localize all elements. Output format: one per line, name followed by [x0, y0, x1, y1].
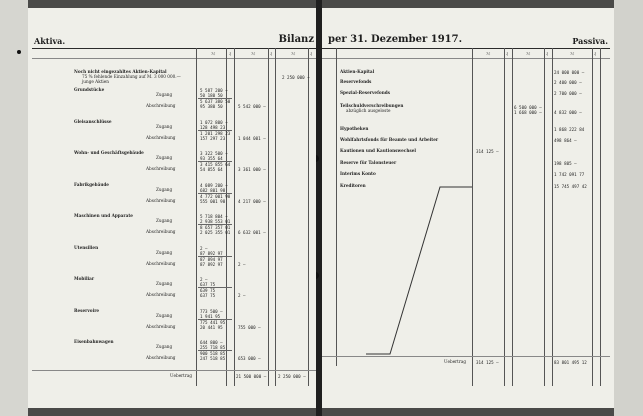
- abschreibung-value: 2 025 355 01: [200, 230, 231, 235]
- uebertrag-value: 83 801 495 12: [554, 360, 587, 365]
- entry-label: Reservoire: [74, 307, 100, 313]
- abschreibung-value: 247 518 85: [200, 356, 226, 361]
- zugang-label: Zugang: [156, 92, 173, 97]
- entry-value: 2 400 000 —: [554, 80, 582, 85]
- uebertrag-value: 2 250 000 —: [278, 374, 306, 379]
- abschreibung-label: Abschreibung: [146, 134, 176, 140]
- bond-drawn-value: 1 668 000 —: [514, 110, 542, 115]
- intro-value: 2 250 000 —: [282, 75, 310, 80]
- uebertrag-value: 314 125 —: [476, 360, 499, 365]
- entry-value: 198 805 —: [554, 161, 577, 166]
- zugang-label: Zugang: [156, 312, 173, 318]
- abschreibung-label: Abschreibung: [146, 323, 176, 329]
- binding-hole: [17, 50, 21, 54]
- sum-value: 8 657 357 01: [200, 225, 231, 230]
- column-rule: [234, 48, 235, 386]
- column-mark: ₰: [546, 51, 548, 56]
- abschreibung-value: 637 75: [200, 293, 216, 298]
- net-value: 3 361 000 —: [238, 167, 266, 172]
- sum-value: 775 441 95: [200, 319, 226, 325]
- entry-label: Teilschuldverschreibungen: [340, 103, 404, 108]
- entry-value: 1 742 091 77: [554, 172, 585, 177]
- sum-value: 5 637 380 50: [200, 99, 231, 104]
- column-mark: ₰: [506, 51, 508, 56]
- entry-label: Wohlfahrtsfonds für Beamte und Arbeiter: [340, 137, 439, 142]
- column-mark: ₰: [229, 51, 231, 56]
- right-page-edge: [614, 0, 643, 416]
- entry-label: Interims Konto: [340, 171, 376, 176]
- entry-label: Wohn- und Geschäftsgebäude: [74, 150, 144, 155]
- abschreibung-label: Abschreibung: [146, 103, 176, 108]
- sum-value: 4 772 001 98: [200, 193, 231, 199]
- entry-label: Reservefonds: [340, 79, 372, 84]
- entry-label: Utensilien: [74, 244, 99, 250]
- net-value: 6 632 001 —: [238, 230, 266, 235]
- zugang-value: 637 75: [200, 282, 216, 287]
- passiva-page: [322, 8, 614, 408]
- zugang-value: 87 892 97: [200, 250, 223, 256]
- zugang-label: Zugang: [156, 155, 173, 160]
- sum-value: 900 518 85: [200, 351, 226, 356]
- entry-start-value: 2 —: [200, 277, 208, 282]
- footer-rule: [32, 370, 316, 371]
- column-mark: ℳ: [526, 51, 531, 56]
- entry-sublabel: abzüglich ausgeloste: [346, 108, 391, 113]
- entry-start-value: 2 —: [200, 245, 208, 251]
- subheader-rule: [32, 58, 316, 59]
- abschreibung-value: 87 892 97: [200, 261, 223, 267]
- zugang-label: Zugang: [156, 186, 173, 192]
- entry-value: 1 868 222 84: [554, 127, 585, 132]
- cancellation-stroke: [322, 8, 614, 408]
- intro-line: 75 % fehlende Einzahlung auf M. 3 000 000.—: [82, 74, 181, 79]
- entry-value: 2 700 000 —: [554, 91, 582, 96]
- abschreibung-label: Abschreibung: [146, 197, 176, 203]
- date-header: per 31. Dezember 1917.: [328, 34, 463, 45]
- entry-label: Fabrikgebäude: [74, 181, 109, 187]
- entry-label: Kreditoren: [340, 183, 366, 188]
- entry-value: 15 745 497 42: [554, 184, 587, 189]
- aktiva-page: [28, 8, 316, 408]
- left-page-edge: [0, 0, 28, 416]
- entry-label: Reserve für Talonsteuer: [340, 160, 397, 165]
- zugang-value: 255 718 85: [200, 345, 226, 350]
- sum-value: 1 201 298 23: [200, 130, 231, 136]
- zugang-label: Zugang: [156, 344, 173, 349]
- uebertrag-label: Uebertrag: [444, 359, 467, 364]
- zugang-value: 128 498 23: [200, 124, 226, 130]
- column-mark: ℳ: [211, 51, 216, 56]
- sum-value: 3 415 855 64: [200, 162, 231, 167]
- column-rule: [268, 48, 269, 386]
- zugang-label: Zugang: [156, 249, 173, 255]
- column-rule: [275, 48, 276, 386]
- column-mark: ₰: [270, 51, 272, 56]
- abschreibung-label: Abschreibung: [146, 229, 176, 234]
- entry-label: Kautionen und Kautionswechsel: [340, 148, 416, 153]
- sum-value: 639 75: [200, 288, 216, 293]
- entry-label: Gleisanschlüsse: [74, 118, 112, 124]
- zugang-label: Zugang: [156, 281, 173, 286]
- aktiva-header: Aktiva.: [34, 36, 66, 46]
- zugang-value: 1 941 95: [200, 313, 221, 319]
- abschreibung-value: 157 297 23: [200, 135, 226, 141]
- entry-start-value: 1 072 800 —: [200, 119, 228, 125]
- net-value: 5 542 000 —: [238, 104, 266, 109]
- abschreibung-value: 95 380 50: [200, 104, 223, 109]
- entry-label: Grundstücke: [74, 87, 105, 92]
- bilanz-header: Bilanz: [278, 34, 314, 45]
- column-mark: ₰: [310, 51, 312, 56]
- entry-start-value: 5 718 804 —: [200, 214, 228, 219]
- zugang-value: 2 938 553 01: [200, 219, 231, 224]
- entry-value: 4 832 000 —: [554, 110, 582, 115]
- entry-label: Mobiliar: [74, 276, 95, 281]
- column-rule: [308, 48, 309, 386]
- zugang-value: 50 180 50: [200, 93, 223, 98]
- entry-start-value: 773 500 —: [200, 308, 223, 314]
- entry-start-value: 4 089 200 —: [200, 182, 228, 188]
- entry-label: Eisenbahnwagen: [74, 339, 114, 344]
- column-rule: [196, 48, 197, 386]
- net-value: 653 000 —: [238, 356, 261, 361]
- column-mark: ℳ: [486, 51, 491, 56]
- net-value: 4 217 000 —: [238, 198, 266, 204]
- header-rule: [32, 48, 316, 49]
- entry-label: Spezial-Reservefonds: [340, 90, 391, 95]
- abschreibung-value: 54 855 64: [200, 167, 223, 172]
- entry-value: 498 864 —: [554, 138, 577, 143]
- zugang-label: Zugang: [156, 123, 173, 129]
- net-value: 2 —: [238, 261, 246, 267]
- abschreibung-label: Abschreibung: [146, 292, 176, 297]
- zugang-value: 93 355 64: [200, 156, 223, 161]
- uebertrag-label: Uebertrag: [170, 373, 193, 378]
- net-value: 1 044 001 —: [238, 135, 266, 141]
- entry-label: Maschinen und Apparate: [74, 213, 133, 218]
- footer-rule: [322, 356, 610, 357]
- entry-label: Aktien-Kapital: [340, 69, 375, 74]
- abschreibung-label: Abschreibung: [146, 166, 176, 171]
- net-value: 2 —: [238, 293, 246, 298]
- entry-start-value: 644 800 —: [200, 340, 223, 345]
- sum-value: 87 894 97: [200, 256, 223, 262]
- net-value: 755 000 —: [238, 324, 261, 330]
- column-mark: ℳ: [570, 51, 575, 56]
- entry-start-value: 3 322 500 —: [200, 151, 228, 156]
- deposit-value: 314 125 —: [476, 149, 499, 154]
- abschreibung-value: 555 001 98: [200, 198, 226, 204]
- intro-line: Noch nicht eingezahltes Aktien-Kapital: [74, 69, 167, 74]
- column-mark: ₰: [594, 51, 596, 56]
- entry-start-value: 5 587 200 —: [200, 88, 228, 93]
- entry-label: Hypotheken: [340, 126, 369, 131]
- column-mark: ℳ: [251, 51, 256, 56]
- abschreibung-label: Abschreibung: [146, 355, 176, 360]
- zugang-value: 682 801 98: [200, 187, 226, 193]
- uebertrag-value: 21 500 000 —: [236, 374, 267, 379]
- abschreibung-value: 20 441 95: [200, 324, 223, 330]
- zugang-label: Zugang: [156, 218, 173, 223]
- column-mark: ℳ: [291, 51, 296, 56]
- bond-gross-value: 6 500 000 —: [514, 105, 542, 110]
- abschreibung-label: Abschreibung: [146, 260, 176, 266]
- intro-line: junge Aktien: [82, 79, 109, 84]
- entry-value: 24 000 000 —: [554, 70, 585, 75]
- passiva-header: Passiva.: [572, 36, 608, 46]
